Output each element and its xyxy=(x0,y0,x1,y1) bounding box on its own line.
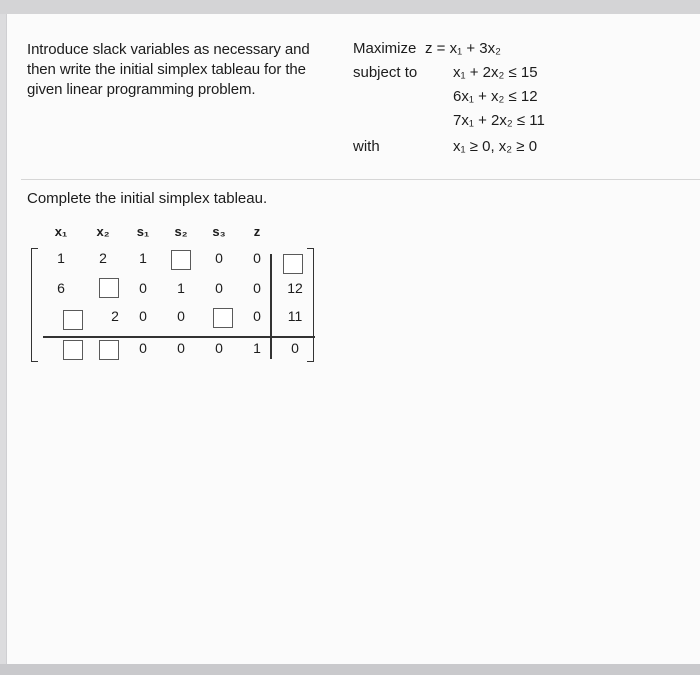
cell-r2-rhs: 12 xyxy=(287,280,303,296)
input-r1-rhs[interactable] xyxy=(283,254,303,274)
cell-r3-s2: 0 xyxy=(177,308,185,324)
cell-r3-z: 0 xyxy=(253,308,261,324)
objective-row-separator xyxy=(43,336,315,338)
header-s3: s₃ xyxy=(212,224,226,239)
with-label: with xyxy=(353,138,380,155)
header-s1: s₁ xyxy=(136,224,150,239)
maximize-label: Maximize xyxy=(353,40,417,57)
instructions-line-2: then write the initial simplex tableau for the xyxy=(27,61,306,78)
cell-r1-z: 0 xyxy=(253,250,261,266)
header-x1: x₁ xyxy=(54,224,68,239)
nonnegativity-constraints: x₁ ≥ 0, x₂ ≥ 0 xyxy=(453,138,538,155)
cell-r3-x2: 2 xyxy=(111,308,119,324)
top-edge xyxy=(0,0,700,14)
instructions-line-3: given linear programming problem. xyxy=(27,81,256,98)
cell-r4-z: 1 xyxy=(253,340,261,356)
bottom-edge xyxy=(0,664,700,675)
cell-r2-s2: 1 xyxy=(177,280,185,296)
input-r1-s2[interactable] xyxy=(171,250,191,270)
input-r3-s3[interactable] xyxy=(213,308,233,328)
constraint-1: x₁ + 2x₂ ≤ 15 xyxy=(453,64,538,81)
instructions-line-1: Introduce slack variables as necessary and xyxy=(27,41,310,58)
cell-r1-x1: 1 xyxy=(57,250,65,266)
cell-r2-s1: 0 xyxy=(139,280,147,296)
cell-r1-s3: 0 xyxy=(215,250,223,266)
header-x2: x₂ xyxy=(96,224,110,239)
constraint-3: 7x₁ + 2x₂ ≤ 11 xyxy=(453,112,545,129)
cell-r3-rhs: 11 xyxy=(287,308,303,324)
input-r3-x1[interactable] xyxy=(63,310,83,330)
cell-r2-s3: 0 xyxy=(215,280,223,296)
header-z: z xyxy=(253,224,261,239)
cell-r2-z: 0 xyxy=(253,280,261,296)
constraint-2: 6x₁ + x₂ ≤ 12 xyxy=(453,88,538,105)
header-s2: s₂ xyxy=(174,224,188,239)
tableau-prompt: Complete the initial simplex tableau. xyxy=(27,190,268,207)
simplex-tableau xyxy=(7,14,700,394)
cell-r3-s1: 0 xyxy=(139,308,147,324)
subject-to-label: subject to xyxy=(353,64,418,81)
left-bracket xyxy=(31,248,38,362)
input-r2-x2[interactable] xyxy=(99,278,119,298)
cell-r4-s3: 0 xyxy=(215,340,223,356)
question-panel xyxy=(6,14,700,664)
cell-r1-s1: 1 xyxy=(139,250,147,266)
cell-r4-rhs: 0 xyxy=(291,340,299,356)
cell-r2-x1: 6 xyxy=(57,280,65,296)
input-r4-x1[interactable] xyxy=(63,340,83,360)
cell-r4-s2: 0 xyxy=(177,340,185,356)
objective-function: z = x₁ + 3x₂ xyxy=(425,40,501,57)
cell-r4-s1: 0 xyxy=(139,340,147,356)
cell-r1-x2: 2 xyxy=(99,250,107,266)
input-r4-x2[interactable] xyxy=(99,340,119,360)
